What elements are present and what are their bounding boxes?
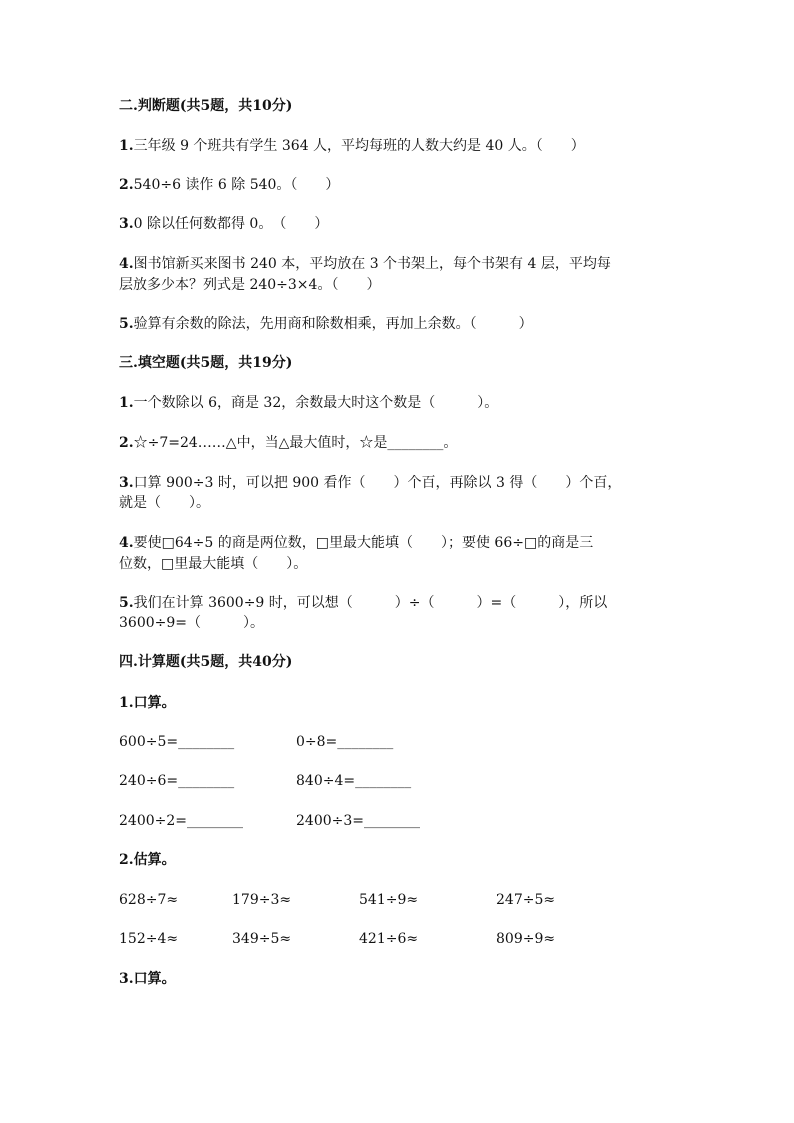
item-number: 4. — [119, 256, 134, 272]
mental-calc-problem: 240÷6=________ — [119, 773, 235, 789]
fill-item-3-line-1 — [119, 473, 621, 493]
estimate-problem: 247÷5≈ — [496, 892, 556, 908]
mental-calc-problem: 2400÷2=________ — [119, 813, 243, 829]
item-text: 口算 900÷3 时，可以把 900 看作（ ）个百，再除以 3 得（ ）个百， — [133, 475, 622, 491]
estimate-problem: 809÷9≈ — [496, 931, 556, 947]
calc-sub2-title — [119, 850, 176, 870]
judge-item-2 — [119, 175, 339, 195]
calc-sub1-title — [119, 693, 176, 713]
fill-item-4-line-2: 位数，□里最大能填（ ）。 — [119, 556, 308, 572]
judge-item-5 — [119, 314, 533, 334]
sub-title: 2.估算。 — [119, 852, 176, 868]
item-text: 三年级 9 个班共有学生 364 人，平均每班的人数大约是 40 人。（ ） — [133, 138, 585, 154]
estimate-problem: 421÷6≈ — [359, 931, 419, 947]
estimate-problem: 349÷5≈ — [232, 931, 292, 947]
item-number: 2. — [119, 177, 134, 193]
item-text: 验算有余数的除法，先用商和除数相乘，再加上余数。（ ） — [133, 316, 533, 332]
sub-title: 3.口算。 — [119, 971, 176, 987]
item-text: 我们在计算 3600÷9 时，可以想（ ）÷（ ）=（ ），所以 — [133, 595, 608, 611]
item-number: 2. — [119, 435, 134, 451]
item-number: 5. — [119, 595, 134, 611]
judge-item-4-line-1 — [119, 254, 611, 274]
item-text: 540÷6 读作 6 除 540。（ ） — [133, 177, 340, 193]
estimate-problem: 541÷9≈ — [359, 892, 419, 908]
item-text: 一个数除以 6，商是 32，余数最大时这个数是（ ）。 — [133, 395, 499, 411]
fill-item-2 — [119, 433, 457, 453]
fill-item-3-line-2: 就是（ ）。 — [119, 495, 210, 511]
item-text: 要使□64÷5 的商是两位数，□里最大能填（ ）；要使 66÷□的商是三 — [133, 535, 594, 551]
item-number: 4. — [119, 535, 134, 551]
fill-item-1 — [119, 393, 498, 413]
judge-item-3 — [119, 214, 328, 234]
judge-item-4-line-2: 层放多少本？列式是 240÷3×4。（ ） — [119, 277, 381, 293]
mental-calc-problem: 0÷8=________ — [296, 734, 394, 750]
estimate-problem: 628÷7≈ — [119, 892, 179, 908]
item-text: ☆÷7=24……△中，当△最大值时，☆是________。 — [133, 435, 458, 451]
section-title-fill: 三.填空题(共5题，共19分) — [119, 355, 293, 371]
item-number: 3. — [119, 216, 134, 232]
item-text: 0 除以任何数都得 0。 （ ） — [133, 216, 329, 232]
item-number: 1. — [119, 395, 134, 411]
fill-item-5-line-1 — [119, 593, 607, 613]
judge-item-1 — [119, 136, 585, 156]
item-text: 图书馆新买来图书 240 本，平均放在 3 个书架上，每个书架有 4 层，平均每 — [133, 256, 611, 272]
mental-calc-problem: 840÷4=________ — [296, 773, 412, 789]
fill-item-4-line-1 — [119, 533, 593, 553]
estimate-problem: 179÷3≈ — [232, 892, 292, 908]
section-title-calc: 四.计算题(共5题，共40分) — [119, 654, 293, 670]
section-title-judge: 二.判断题(共5题，共10分) — [119, 98, 293, 114]
calc-sub3-title — [119, 969, 176, 989]
sub-title: 1.口算。 — [119, 695, 176, 711]
mental-calc-problem: 600÷5=________ — [119, 734, 235, 750]
item-number: 3. — [119, 475, 134, 491]
item-number: 1. — [119, 138, 134, 154]
mental-calc-problem: 2400÷3=________ — [296, 813, 420, 829]
estimate-problem: 152÷4≈ — [119, 931, 179, 947]
item-number: 5. — [119, 316, 134, 332]
fill-item-5-line-2: 3600÷9=（ ）。 — [119, 615, 264, 631]
